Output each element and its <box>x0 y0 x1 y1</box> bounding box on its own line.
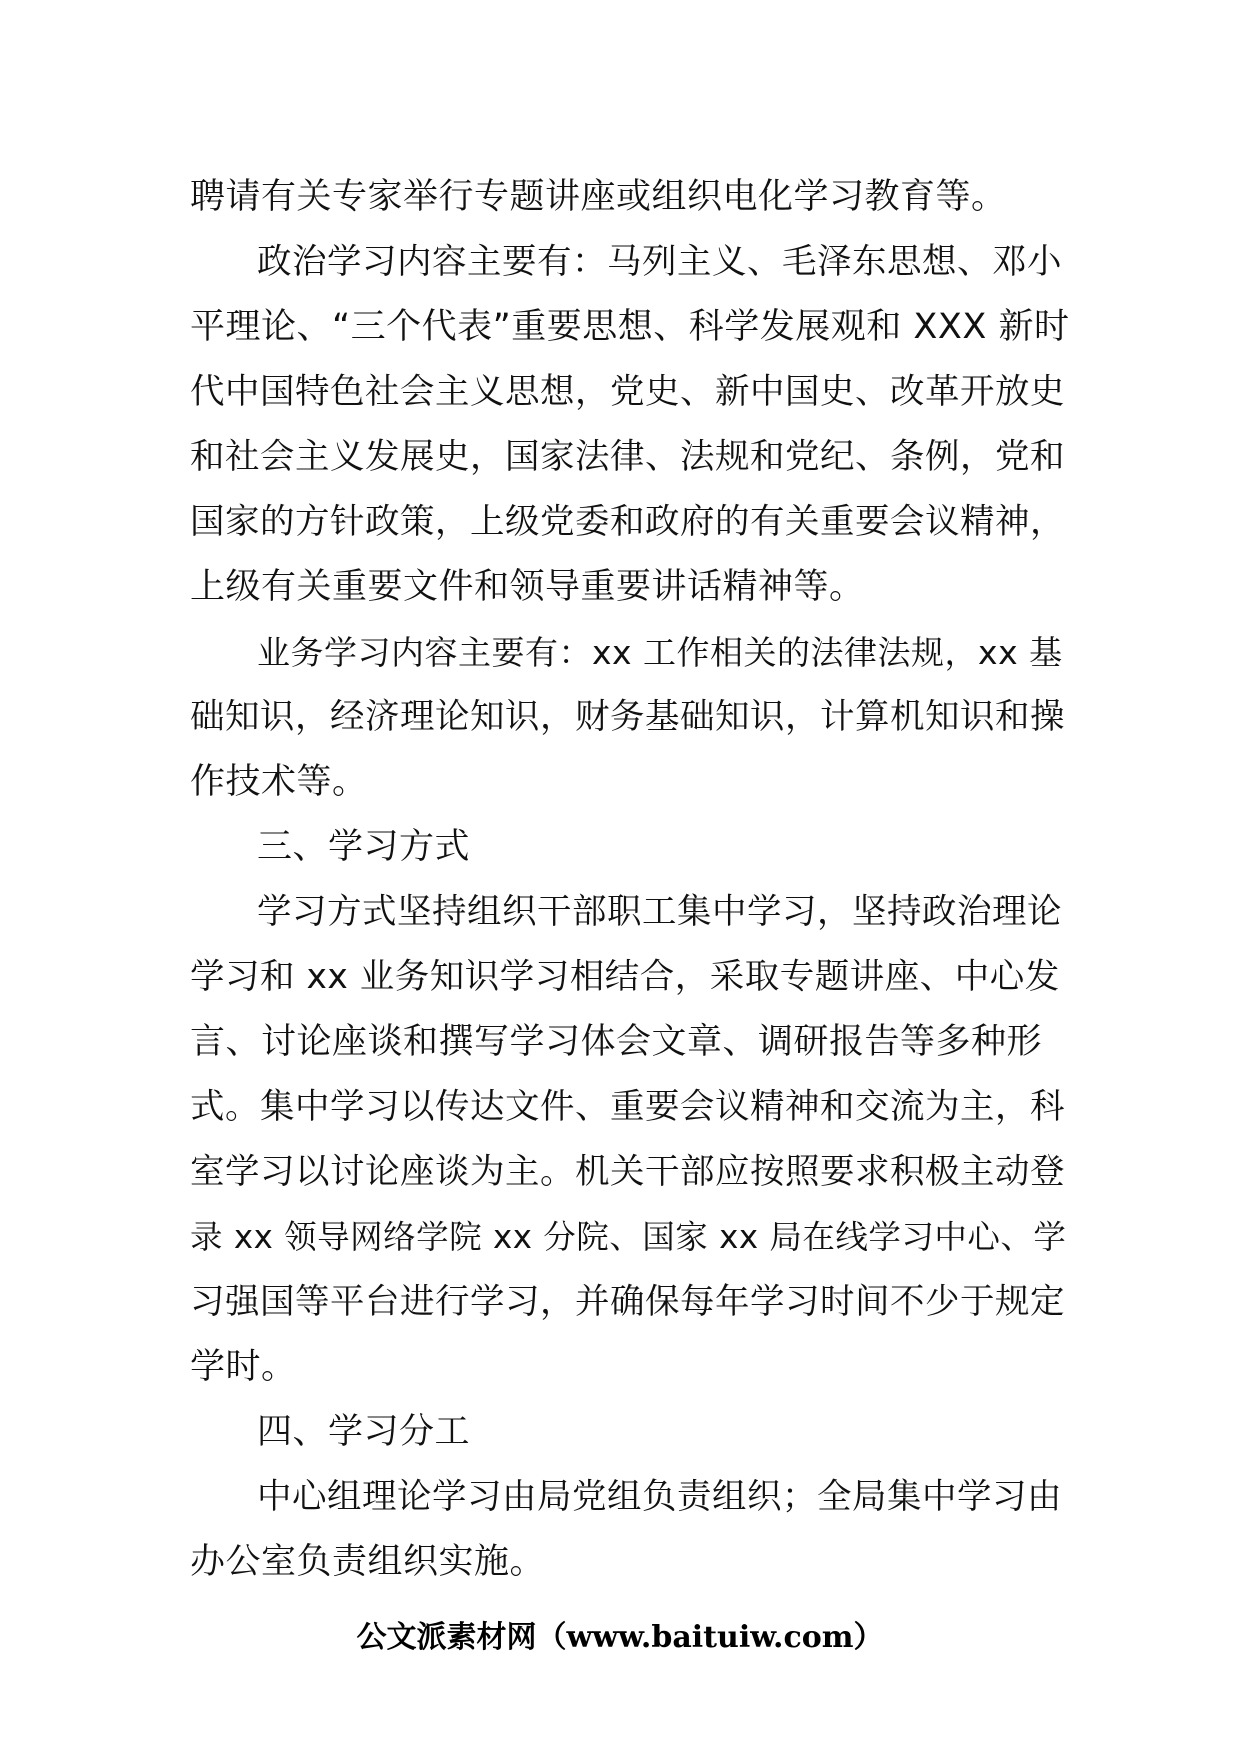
text-line: 政治学习内容主要有：马列主义、毛泽东思想、邓小 <box>257 242 1062 282</box>
text-line: 国家的方针政策，上级党委和政府的有关重要会议精神， <box>190 502 1065 542</box>
text-line: 和社会主义发展史，国家法律、法规和党纪、条例，党和 <box>190 437 1065 477</box>
text-line: 平理论、“三个代表”重要思想、科学发展观和 XXX 新时 <box>190 307 1070 347</box>
text-line: 学习方式坚持组织干部职工集中学习，坚持政治理论 <box>257 892 1062 932</box>
text-line: 办公室负责组织实施。 <box>190 1542 546 1582</box>
text-line: 四、学习分工 <box>257 1412 471 1452</box>
text-line: 础知识，经济理论知识，财务基础知识，计算机知识和操 <box>190 697 1065 737</box>
text-line: 室学习以讨论座谈为主。机关干部应按照要求积极主动登 <box>190 1152 1065 1192</box>
text-line: 中心组理论学习由局党组负责组织；全局集中学习由 <box>257 1477 1062 1517</box>
text-line: 录 xx 领导网络学院 xx 分院、国家 xx 局在线学习中心、学 <box>190 1218 1067 1256</box>
text-line: 业务学习内容主要有：xx 工作相关的法律法规，xx 基 <box>257 633 1063 672</box>
text-line: 式。集中学习以传达文件、重要会议精神和交流为主，科 <box>190 1087 1065 1127</box>
text-line: 作技术等。 <box>190 762 368 802</box>
text-line: 学时。 <box>190 1347 297 1387</box>
text-line: 学习和 xx 业务知识学习相结合，采取专题讲座、中心发 <box>190 957 1060 997</box>
footer-watermark: 公文派素材网（www.baituiw.com） <box>356 1620 884 1655</box>
text-line: 聘请有关专家举行专题讲座或组织电化学习教育等。 <box>190 177 1007 217</box>
text-line: 习强国等平台进行学习，并确保每年学习时间不少于规定 <box>190 1282 1065 1322</box>
text-line: 三、学习方式 <box>257 827 471 867</box>
text-line: 上级有关重要文件和领导重要讲话精神等。 <box>190 567 865 607</box>
document-body <box>190 165 1070 1595</box>
text-line: 言、讨论座谈和撰写学习体会文章、调研报告等多种形 <box>190 1022 1043 1062</box>
text-line: 代中国特色社会主义思想，党史、新中国史、改革开放史 <box>190 372 1065 412</box>
